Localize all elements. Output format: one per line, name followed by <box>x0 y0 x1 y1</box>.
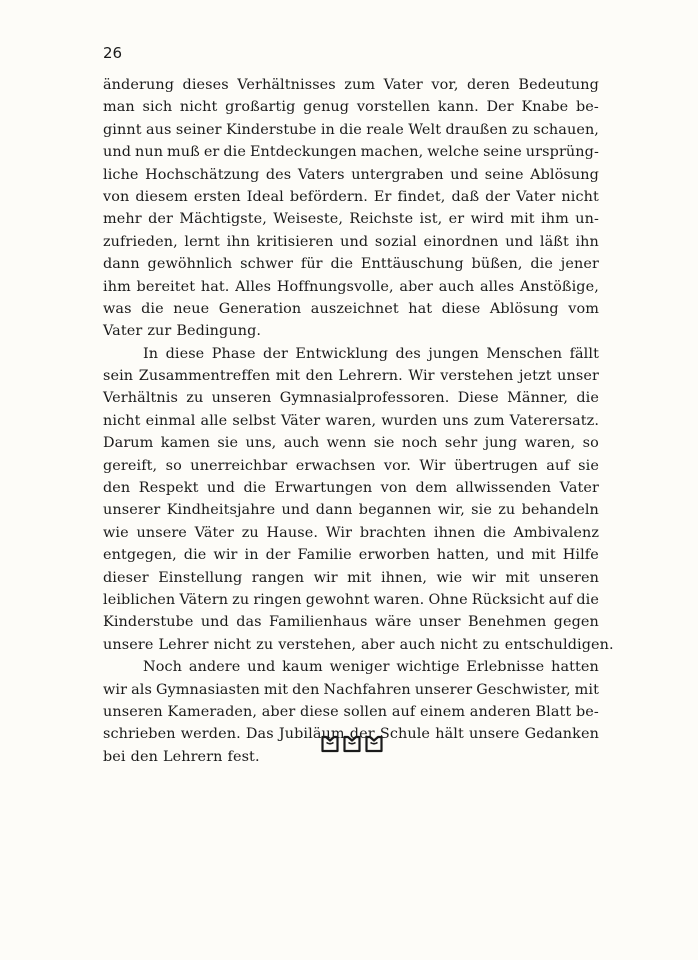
paragraph <box>103 343 614 656</box>
closing-ornament <box>321 735 383 753</box>
text-line: Vater zur Bedingung. <box>103 323 262 340</box>
fleuron-icon <box>343 735 361 753</box>
text-line: dieser Einstellung rangen wir mit ihnen, wie wir mit unseren <box>103 569 599 586</box>
text-line: gereift, so unerreichbar erwachsen vor. Wir übertrugen auf sie <box>103 457 599 474</box>
fleuron-icon <box>321 735 339 753</box>
body-text <box>103 74 614 768</box>
text-line: Kinderstube und das Familienhaus wäre unser Benehmen gegen <box>103 614 599 631</box>
text-line: ihm bereitet hat. Alles Hoffnungsvolle, aber auch alles Anstößige, <box>103 278 599 295</box>
text-line: Verhältnis zu unseren Gymnasialprofessoren. Diese Männer, die <box>103 390 599 407</box>
text-line: ginnt aus seiner Kinderstube in die reale Welt draußen zu schauen, <box>103 121 599 138</box>
text-line: entgegen, die wir in der Familie erworben hatten, und mit Hilfe <box>103 547 599 564</box>
text-line: den Respekt und die Erwartungen von dem allwissenden Vater <box>103 480 599 497</box>
text-line: liche Hochschätzung des Vaters untergraben und seine Ablösung <box>103 166 599 183</box>
text-line: sein Zusammentreffen mit den Lehrern. Wir verstehen jetzt unser <box>103 368 599 385</box>
text-line: schrieben werden. Das Jubiläum der Schule hält unsere Gedanken <box>103 726 599 743</box>
text-line: unsere Lehrer nicht zu verstehen, aber auch nicht zu entschuldigen. <box>103 636 614 653</box>
text-line: dann gewöhnlich schwer für die Enttäuschung büßen, die jener <box>103 256 599 273</box>
text-line: von diesem ersten Ideal befördern. Er findet, daß der Vater nicht <box>103 188 599 205</box>
fleuron-icon <box>365 735 383 753</box>
text-line: In diese Phase der Entwicklung des jungen Menschen fällt <box>143 345 599 362</box>
text-line: unseren Kameraden, aber diese sollen auf einem anderen Blatt be- <box>103 703 599 720</box>
text-line: zufrieden, lernt ihn kritisieren und sozial einordnen und läßt ihn <box>103 233 599 250</box>
text-line: Darum kamen sie uns, auch wenn sie noch sehr jung waren, so <box>103 435 599 452</box>
text-line: nicht einmal alle selbst Väter waren, wurden uns zum Vaterersatz. <box>103 412 599 429</box>
text-line: unserer Kindheitsjahre und dann begannen wir, sie zu behandeln <box>103 502 599 519</box>
text-line: wie unsere Väter zu Hause. Wir brachten ihnen die Ambivalenz <box>103 524 599 541</box>
text-line: man sich nicht großartig genug vorstellen kann. Der Knabe be- <box>103 99 599 116</box>
text-line: leiblichen Vätern zu ringen gewohnt waren. Ohne Rücksicht auf die <box>103 591 599 608</box>
text-line: bei den Lehrern fest. <box>103 748 260 765</box>
text-line: Noch andere und kaum weniger wichtige Erlebnisse hatten <box>143 659 599 676</box>
text-line: änderung dieses Verhältnisses zum Vater vor, deren Bedeutung <box>103 77 599 93</box>
text-line: und nun muß er die Entdeckungen machen, welche seine ursprüng- <box>103 144 599 161</box>
page-number: 26 <box>103 44 123 62</box>
paragraph <box>103 74 599 343</box>
text-line: was die neue Generation auszeichnet hat diese Ablösung vom <box>103 300 599 317</box>
text-line: mehr der Mächtigste, Weiseste, Reichste ist, er wird mit ihm un- <box>103 211 599 228</box>
text-line: wir als Gymnasiasten mit den Nachfahren unserer Geschwister, mit <box>103 681 599 698</box>
